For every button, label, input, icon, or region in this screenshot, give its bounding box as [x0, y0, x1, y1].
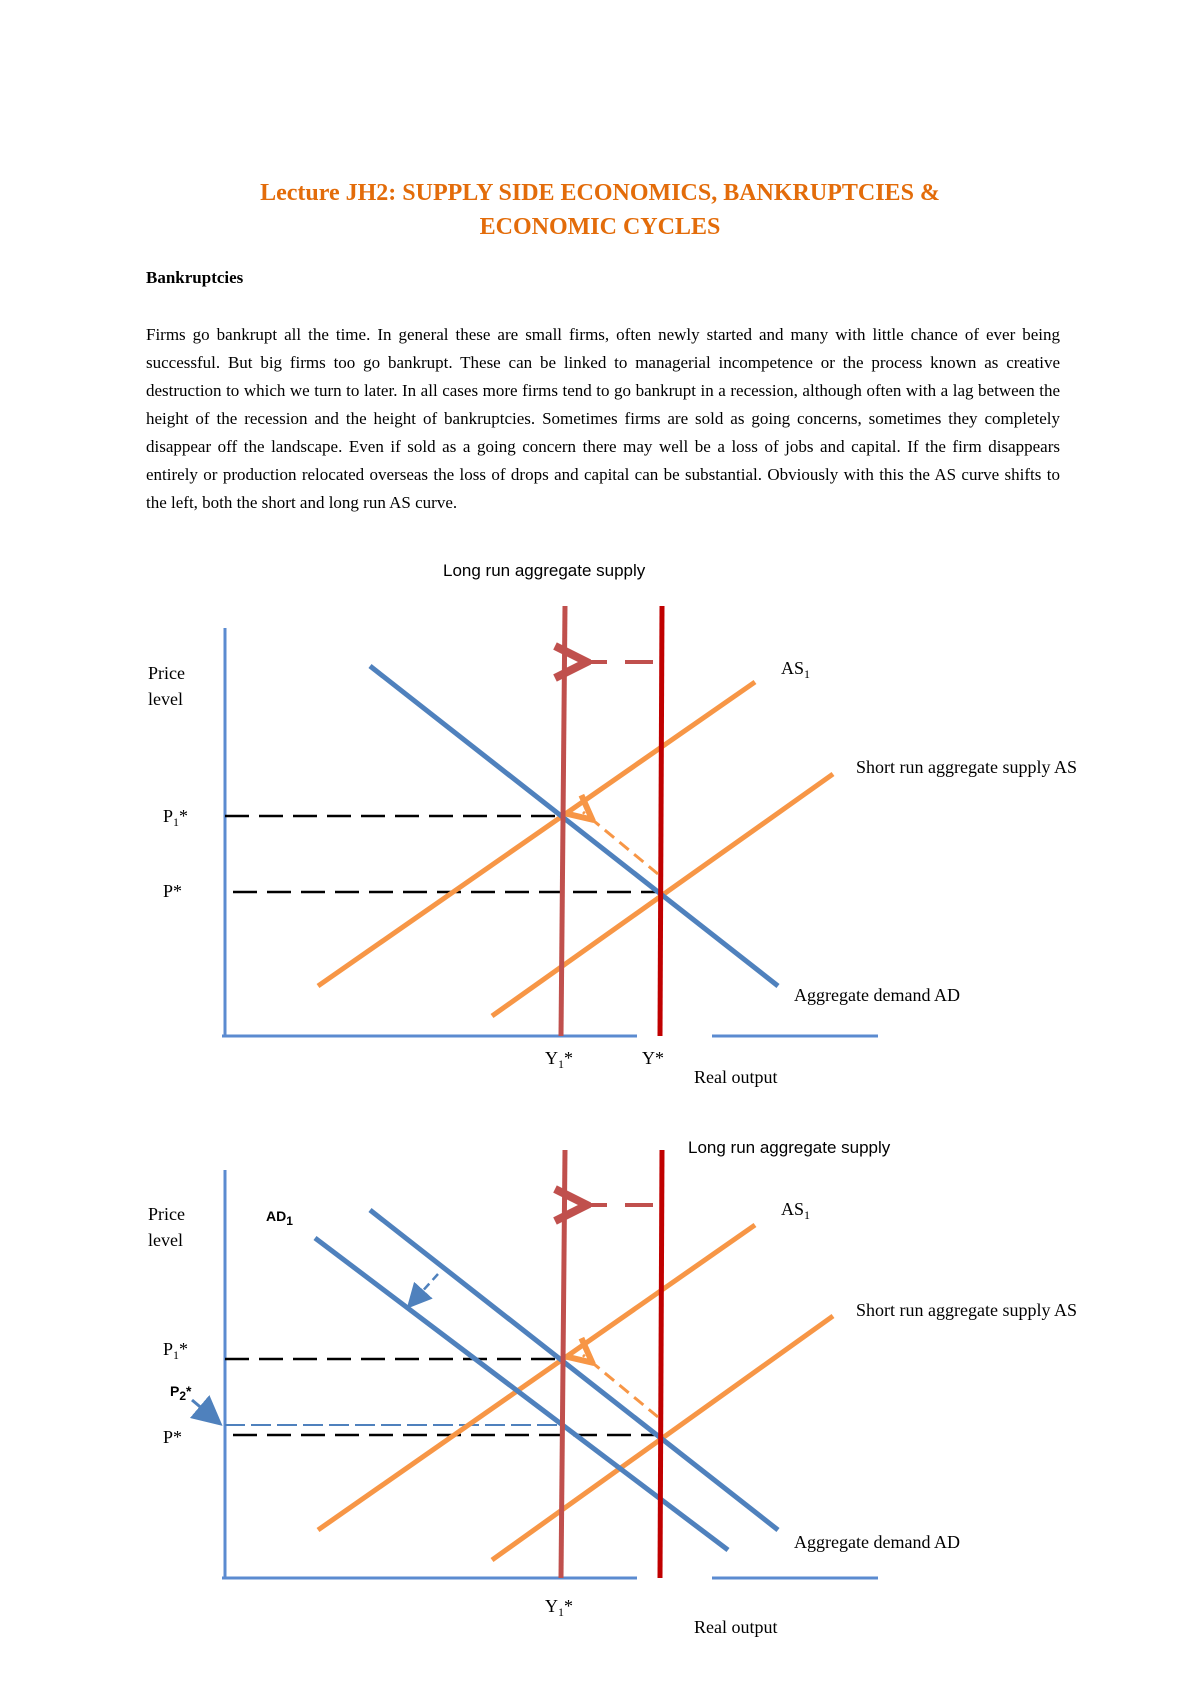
x-axis-label: Real output [694, 1067, 778, 1087]
y1-label: $Y_1*$ [545, 1596, 573, 1619]
x-axis-label: Real output [694, 1617, 778, 1637]
lras-old-line [660, 606, 662, 1036]
title-line-1: Lecture JH2: SUPPLY SIDE ECONOMICS, BANKRUPTCIES & [260, 180, 940, 206]
section-heading: Bankruptcies [146, 268, 244, 287]
diagram-2 [0, 1130, 1200, 1690]
lras-new-line [561, 1150, 565, 1578]
p1-label: $P_1*$ [163, 1339, 189, 1362]
p2-label: P2* [170, 1383, 192, 1403]
as1-label: $AS_1$ [781, 658, 811, 681]
ad-label: Aggregate demand AD [794, 985, 960, 1005]
diagram-1 [0, 560, 1200, 1120]
p-label: P* [163, 881, 183, 901]
y-axis-label-line1: Price [148, 1204, 185, 1224]
p-label: P* [163, 1427, 183, 1447]
sras-label: Short run aggregate supply AS [856, 1300, 1077, 1320]
ad1-label: AD1 [266, 1208, 293, 1228]
title-line-2: ECONOMIC CYCLES [479, 214, 721, 240]
p2-pointer-arrow [192, 1400, 218, 1422]
y1-label: $Y_1*$ [545, 1048, 573, 1071]
ad-curve [370, 1210, 778, 1530]
p1-label: $P_1*$ [163, 806, 189, 829]
ad-shift-arrow [410, 1274, 438, 1305]
y-axis-label-line2: level [148, 1230, 183, 1250]
as1-curve [318, 1225, 755, 1530]
y-axis-label-line2: level [148, 689, 183, 709]
y-label: Y* [642, 1048, 664, 1068]
lras-old-line [660, 1150, 662, 1578]
y-axis-label-line1: Price [148, 663, 185, 683]
sras-label: Short run aggregate supply AS [856, 757, 1077, 777]
ad-curve [370, 666, 778, 986]
page-title [0, 176, 1200, 244]
body-paragraph: Firms go bankrupt all the time. In general these are small firms, often newly started and many with little chance of ever being successful. But big firms too go bankrupt. These can be linked to managerial incompetence or the process known as creative destruction to which we turn to later. In all cases more firms tend to go bankrupt in a recession, although often with a lag between the height of the recession and the height of bankruptcies. Sometimes firms are sold as going concerns, sometimes they completely disappear off the landscape. Even if sold as a going concern there may well be a loss of jobs and capital. If the firm disappears entirely or production relocated overseas the loss of drops and capital can be substantial. Obviously with this the AS curve shifts to the left, both the short and long run AS curve. [146, 325, 1060, 512]
lras-new-line [561, 606, 565, 1036]
lras-title-label: Long run aggregate supply [688, 1138, 891, 1157]
lras-title-label: Long run aggregate supply [443, 561, 646, 580]
as1-label: $AS_1$ [781, 1199, 811, 1222]
as1-curve [318, 682, 755, 986]
ad-label: Aggregate demand AD [794, 1532, 960, 1552]
